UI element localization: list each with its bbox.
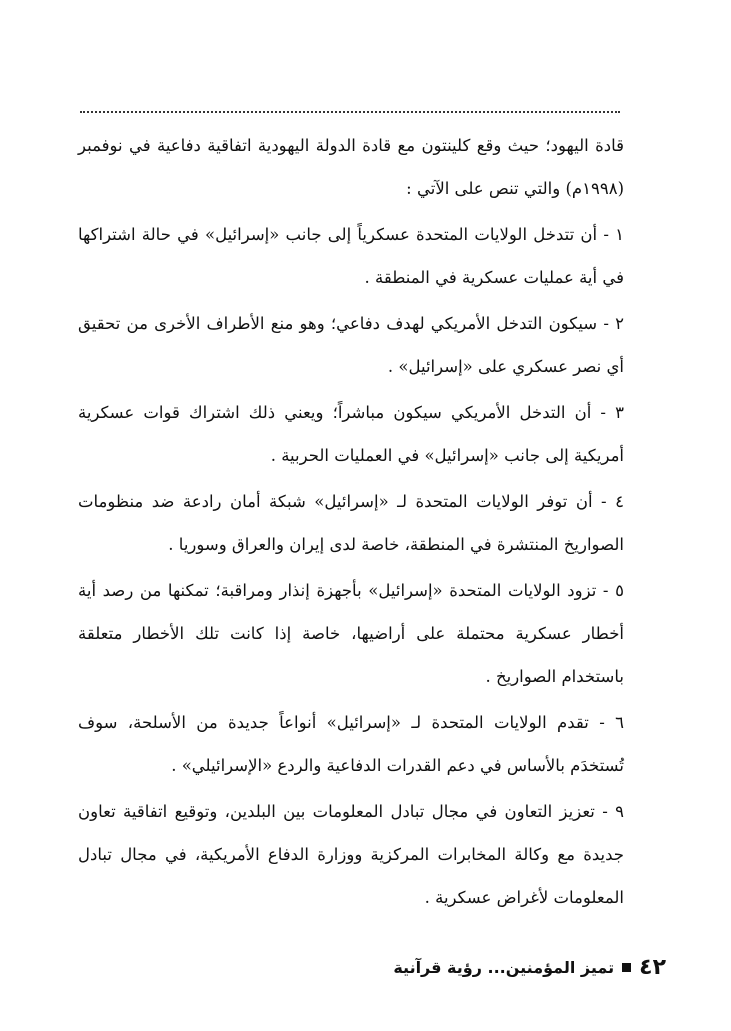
paragraph-item-3: ٣ - أن التدخل الأمريكي سيكون مباشراً؛ ويعني ذلك اشتراك قوات عسكرية أمريكية إلى جانب «إسرائيل» في العمليات الحربية .	[78, 403, 624, 465]
paragraph-item-2: ٢ - سيكون التدخل الأمريكي لهدف دفاعي؛ وهو منع الأطراف الأخرى من تحقيق أي نصر عسكري على «إسرائيل» .	[78, 314, 624, 376]
square-bullet-icon	[622, 963, 631, 972]
paragraph-item-1: ١ - أن تتدخل الولايات المتحدة عسكرياً إلى جانب «إسرائيل» في حالة اشتراكها في أية عمليات عسكرية في المنطقة .	[78, 225, 624, 287]
page-body	[78, 124, 624, 922]
header-rule	[80, 111, 620, 113]
paragraph-item-5: ٥ - تزود الولايات المتحدة «إسرائيل» بأجهزة إنذار ومراقبة؛ تمكنها من رصد أية أخطار عسكرية محتملة على أراضيها، خاصة إذا كانت تلك الأخطار متعلقة باستخدام الصواريخ .	[78, 581, 624, 686]
page-number: ٤٢	[639, 955, 666, 980]
paragraph-intro: قادة اليهود؛ حيث وقع كلينتون مع قادة الدولة اليهودية اتفاقية دفاعية في نوفمبر (١٩٩٨م) والتي تنص على الآتي :	[78, 136, 624, 198]
paragraph-item-9: ٩ - تعزيز التعاون في مجال تبادل المعلومات بين البلدين، وتوقيع اتفاقية تعاون جديدة مع وكالة المخابرات المركزية ووزارة الدفاع الأمريكية، في مجال تبادل المعلومات لأغراض عسكرية .	[78, 802, 624, 907]
page-footer	[393, 955, 666, 980]
paragraph-item-6: ٦ - تقدم الولايات المتحدة لـ «إسرائيل» أنواعاً جديدة من الأسلحة، سوف تُستخدَم بالأساس في دعم القدرات الدفاعية والردع «الإسرائيلي» .	[78, 713, 624, 775]
paragraph-item-4: ٤ - أن توفر الولايات المتحدة لـ «إسرائيل» شبكة أمان رادعة ضد منظومات الصواريخ المنتشرة في المنطقة، خاصة لدى إيران والعراق وسوريا .	[78, 492, 624, 554]
book-title: تميز المؤمنين... رؤية قرآنية	[393, 958, 615, 977]
